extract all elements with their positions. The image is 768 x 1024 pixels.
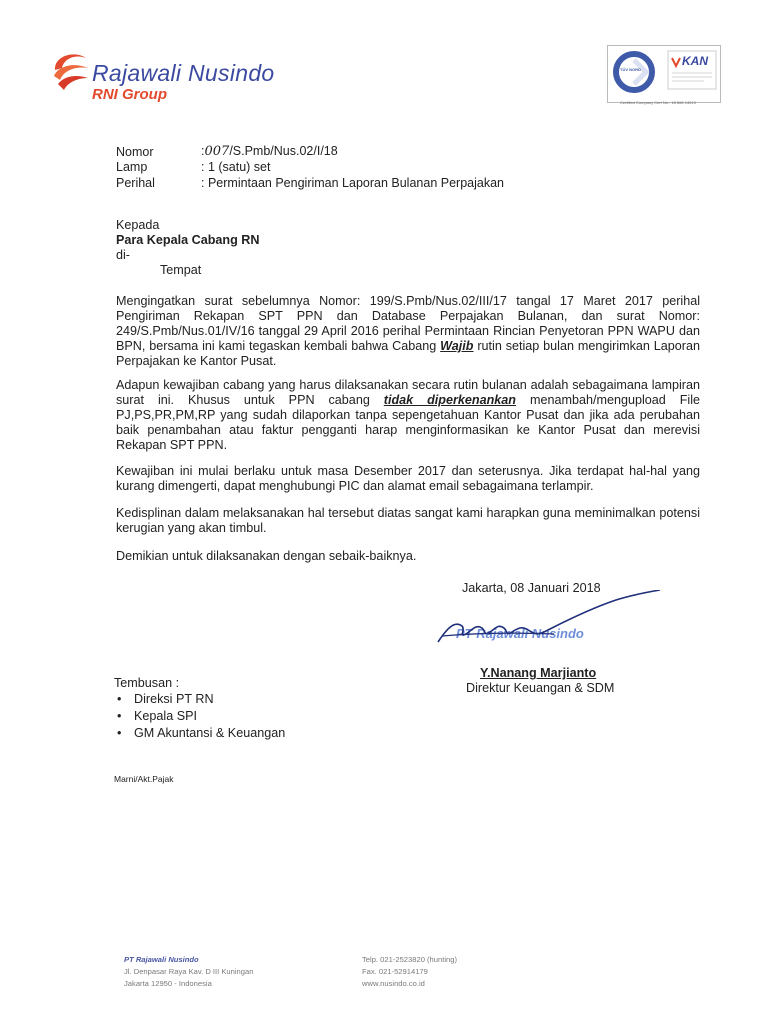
recipient-name: Para Kepala Cabang RN: [116, 233, 260, 247]
paragraph-1-text-a: Mengingatkan surat sebelumnya Nomor: 199/S.Pmb/Nus.02/III/17 tangal 17 Maret 2017 perihal Pengiriman Rekapan SPT PPN dan Database Perpajakan Bulanan, dan surat Nomor: 249/S.Pmb/Nus.01/IV/16 tanggal 29 April 2016 perihal Permintaan Rincian Penyetoran PPN WAPU dan BPN, bersama ini kami tegaskan kembali bahwa Cabang: [116, 294, 700, 353]
rajawali-emblem-icon: [50, 48, 92, 94]
paragraph-5: Demikian untuk dilaksanakan dengan sebaik-baiknya.: [116, 549, 417, 563]
footer-web: www.nusindo.co.id: [362, 979, 425, 988]
paragraph-2-text-a: Adapun kewajiban cabang yang harus dilaksanakan secara rutin bulanan adalah sebagaimana lampiran surat ini. Khusus untuk PPN cabang: [116, 378, 700, 407]
tembusan-item-text: Direksi PT RN: [134, 692, 214, 706]
company-logo: [50, 46, 350, 116]
certification-badges: [607, 45, 721, 103]
emphasis-wajib: Wajib: [440, 339, 474, 353]
place-date: Jakarta, 08 Januari 2018: [462, 581, 601, 595]
nomor-value: :007/S.Pmb/Nus.02/I/18: [201, 144, 338, 159]
perihal-text: Permintaan Pengiriman Laporan Bulanan Perpajakan: [207, 176, 504, 190]
tembusan-item-text: GM Akuntansi & Keuangan: [134, 726, 286, 740]
kan-label: KAN: [682, 54, 708, 68]
cert-caption: Certified Company Cert No.: 18 666 14013: [620, 100, 696, 105]
perihal-label: Perihal: [116, 176, 155, 190]
recipient-tempat: Tempat: [160, 263, 202, 277]
group-name: RNI Group: [92, 86, 167, 103]
paragraph-2-text-b: menambah/mengupload File PJ,PS,PR,PM,RP yang sudah dilaporkan tanpa sepengetahuan Kantor Pusat dan jika ada perubahan baik penambahan atau faktur pengganti harap menginformasikan ke Kantor Pusat dan merevisi Rekapan SPT PPN.: [116, 393, 701, 452]
nomor-label: Nomor: [116, 145, 154, 159]
signatory-title: Direktur Keuangan & SDM: [466, 681, 615, 695]
initials: Marni/Akt.Pajak: [114, 774, 174, 784]
bullet-icon: •: [117, 709, 122, 723]
bullet-icon: •: [117, 726, 122, 740]
paragraph-4: Kedisplinan dalam melaksanakan hal tersebut diatas sangat kami harapkan guna meminimalkan potensi kerugian yang akan timbul.: [116, 506, 700, 535]
tembusan-list: [114, 691, 374, 742]
list-item: [114, 725, 374, 742]
emphasis-tidak-diperkenankan: tidak diperkenankan: [383, 393, 517, 407]
tuv-nord-label: TÜV NORD: [620, 67, 641, 72]
paragraph-2: [116, 378, 700, 453]
signature-stamp: [436, 590, 666, 652]
footer-telp: Telp. 021-2523820 (hunting): [362, 955, 457, 964]
footer-address-2: Jakarta 12950 - Indonesia: [124, 979, 212, 988]
signatory-name: Y.Nanang Marjianto: [480, 666, 597, 680]
tembusan-label: Tembusan :: [114, 676, 180, 690]
lamp-value: : 1 (satu) set: [201, 160, 271, 174]
paragraph-1-text-b: rutin setiap bulan mengirimkan Laporan Perpajakan ke Kantor Pusat.: [116, 339, 700, 368]
recipient-di: di-: [116, 248, 130, 262]
paragraph-1: [116, 294, 700, 369]
footer-company: PT Rajawali Nusindo: [124, 955, 199, 964]
paragraph-3: Kewajiban ini mulai berlaku untuk masa Desember 2017 dan seterusnya. Jika terdapat hal-hal yang kurang dimengerti, dapat menghubungi PIC dan alamat email sebagaimana terlampir.: [116, 464, 700, 493]
tembusan-item-text: Kepala SPI: [134, 709, 198, 723]
footer-contact-block: [362, 954, 457, 990]
bullet-icon: •: [117, 692, 122, 706]
recipient-kepada: Kepada: [116, 218, 160, 232]
perihal-value: : Permintaan Pengiriman Laporan Bulanan Perpajakan: [201, 176, 504, 190]
company-name: Rajawali Nusindo: [92, 60, 275, 86]
footer-address-1: Jl. Denpasar Raya Kav. D III Kuningan: [124, 967, 254, 976]
nomor-suffix: /S.Pmb/Nus.02/I/18: [229, 144, 338, 158]
footer-fax: Fax. 021-52914179: [362, 967, 428, 976]
stamp-text: PT Rajawali Nusindo: [456, 626, 584, 641]
lamp-label: Lamp: [116, 160, 148, 174]
handwritten-signature-icon: [436, 590, 666, 652]
nomor-handwritten: 007: [204, 144, 230, 159]
list-item: [114, 691, 374, 708]
footer-company-block: [124, 954, 253, 990]
list-item: [114, 708, 374, 725]
